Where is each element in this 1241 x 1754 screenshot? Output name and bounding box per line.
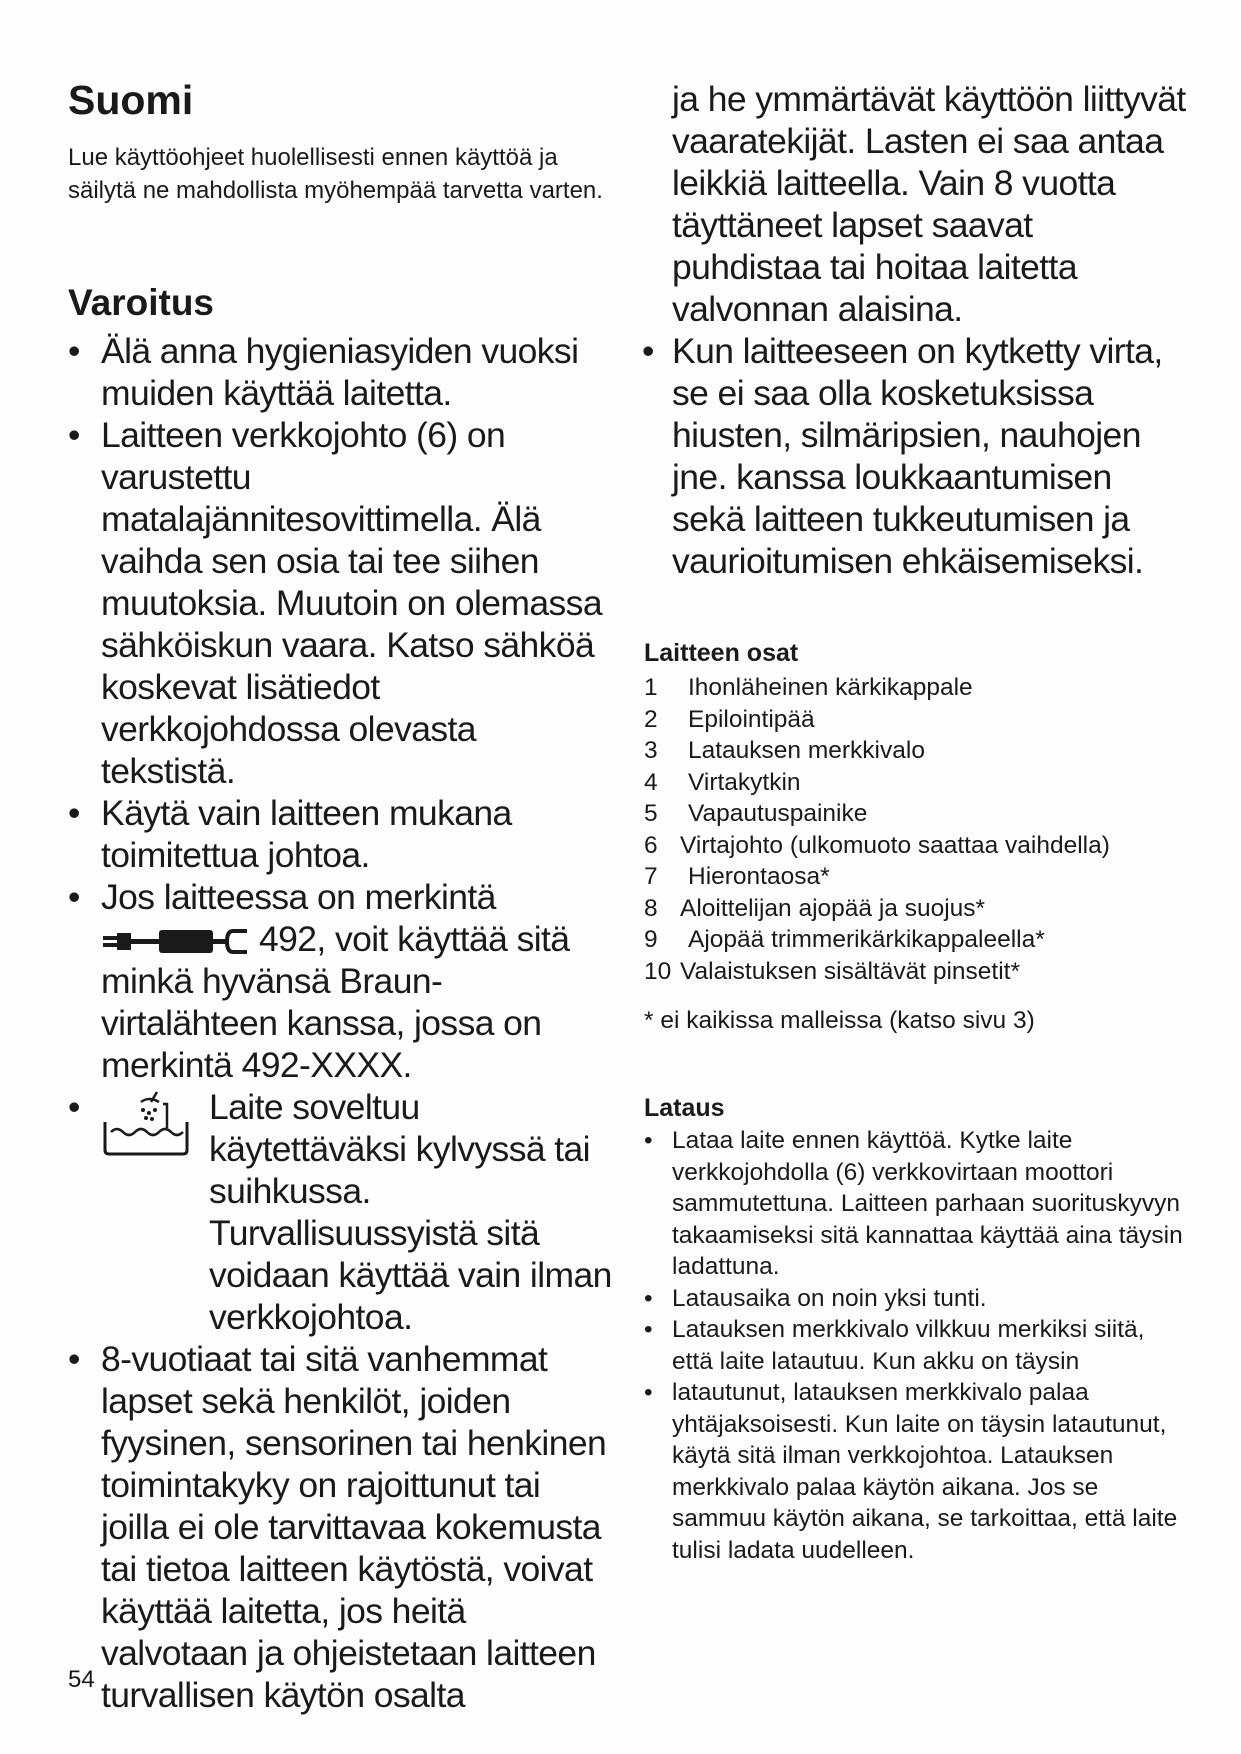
left-column <box>68 78 613 1716</box>
part-number: 10 <box>644 957 672 985</box>
parts-list-item <box>644 704 1189 736</box>
bath-warning <box>101 1086 613 1338</box>
part-label: Ihonläheinen kärkikappale <box>688 674 973 701</box>
warning-text: Käytä vain laitteen mukana toimitettua johtoa. <box>101 792 512 875</box>
parts-list-item <box>644 830 1189 862</box>
page-number: 54 <box>68 1666 95 1693</box>
section-title: Suomi <box>68 77 194 123</box>
charging-text: latautunut, latauksen merkkivalo palaa yhtäjaksoisesti. Kun laite on täysin latautunut, käytä sitä ilman verkkojohtoa. Latauksen merkkivalo palaa käytön aikana. Jos se sammuu käytön aikana, se tarkoittaa, että laite tulisi ladata uudelleen. <box>672 1379 1178 1564</box>
part-label: Hierontaosa* <box>688 863 830 890</box>
parts-list-item <box>644 798 1189 830</box>
part-label: Valaistuksen sisältävät pinsetit* <box>680 957 1020 985</box>
part-number: 6 <box>644 831 658 859</box>
warning-text: Kun laitteeseen on kytketty virta, se ei saa olla kosketuksissa hiusten, silmäripsien, nauhojen jne. kanssa loukkaantumisen sekä laitteen tukkeutumisen ja vaurioitumisen ehkäisemiseksi. <box>672 331 1163 581</box>
warning-item <box>68 792 613 876</box>
bullet-icon: • <box>68 792 80 833</box>
warning-list-continued <box>644 330 1189 582</box>
warning-item <box>68 414 613 792</box>
charging-text: Latauksen merkkivalo vilkkuu merkiksi siitä, että laite latautuu. Kun akku on täysin <box>672 1316 1145 1375</box>
bullet-icon: • <box>68 414 80 455</box>
right-column <box>644 78 1189 1566</box>
part-label: Virtajohto (ulkomuoto saattaa vaihdella) <box>680 831 1110 859</box>
bullet-icon: • <box>68 1086 80 1127</box>
bullet-icon: • <box>644 1379 653 1406</box>
parts-list-item <box>644 893 1189 925</box>
parts-list-item <box>644 861 1189 893</box>
part-number: 7 <box>644 863 658 890</box>
bath-shower-symbol-icon <box>101 1088 193 1158</box>
part-label: Vapautuspainike <box>688 800 868 827</box>
charging-item <box>644 1314 1189 1377</box>
bullet-icon: • <box>642 331 654 371</box>
part-number: 4 <box>644 768 658 796</box>
part-label: Ajopää trimmerikärkikappaleella* <box>688 926 1045 953</box>
warning-text: Laite soveltuu käytettäväksi kylvyssä tai suihkussa. Turvallisuussyistä sitä voidaan käyttää vain ilman verkkojohtoa. <box>209 1086 612 1337</box>
warning-heading: Varoitus <box>68 282 214 324</box>
bullet-icon: • <box>644 1316 653 1343</box>
part-label: Latauksen merkkivalo <box>688 737 925 764</box>
footnote: * ei kaikissa malleissa (katso sivu 3) <box>644 1007 1035 1034</box>
bullet-icon: • <box>68 330 80 371</box>
part-number: 8 <box>644 894 658 922</box>
part-number: 3 <box>644 737 658 764</box>
parts-list-item <box>644 735 1189 767</box>
warning-item <box>68 1338 613 1716</box>
parts-list-item <box>644 672 1189 704</box>
part-number: 2 <box>644 705 658 733</box>
part-number: 9 <box>644 926 658 953</box>
warning-list <box>68 330 613 1716</box>
warning-text: Jos laitteessa on merkintä <box>101 876 496 917</box>
parts-list-item <box>644 924 1189 956</box>
warning-text: Laitteen verkkojohto (6) on varustettu matalajännitesovittimella. Älä vaihda sen osia tai tee siihen muutoksia. Muutoin on olemassa sähköiskun vaara. Katso sähköä koskevat lisätiedot verkkojohdossa olevasta tekstistä. <box>101 414 602 791</box>
charging-list <box>644 1125 1189 1566</box>
part-label: Aloittelijan ajopää ja suojus* <box>680 894 986 922</box>
warning-text: 8-vuotiaat tai sitä vanhemmat lapset sekä henkilöt, joiden fyysinen, sensorinen tai henkinen toimintakyky on rajoittunut tai joilla ei ole tarvittavaa kokemusta tai tietoa laitteen käytöstä, voivat käyttää laitetta, jos heitä valvotaan ja ohjeistetaan laitteen turvallisen käytön osalta <box>101 1338 607 1715</box>
warning-continued-text: ja he ymmärtävät käyttöön liittyvät vaaratekijät. Lasten ei saa antaa leikkiä laitteella. Vain 8 vuotta täyttäneet lapset saavat puhdistaa tai hoitaa laitetta valvonnan alaisina. <box>672 79 1186 329</box>
parts-list-item <box>644 767 1189 799</box>
charging-heading: Lataus <box>644 1094 725 1122</box>
bullet-icon: • <box>644 1284 653 1312</box>
part-label: Epilointipää <box>688 705 815 733</box>
warning-item <box>68 876 613 1086</box>
part-number: 1 <box>644 674 658 701</box>
bullet-icon: • <box>68 876 80 917</box>
bullet-icon: • <box>68 1338 80 1379</box>
bullet-icon: • <box>644 1127 653 1154</box>
charging-text: Lataa laite ennen käyttöä. Kytke laite verkkojohdolla (6) verkkovirtaan moottori sammutettuna. Laitteen parhaan suorituskyvyn takaamiseksi sitä kannattaa käyttää aina täysin ladattuna. <box>672 1127 1183 1280</box>
warning-text: 492, voit käyttää sitä minkä hyvänsä Braun-virtalähteen kanssa, jossa on merkintä 492-XXXX. <box>101 918 570 1085</box>
charging-text: Latausaika on noin yksi tunti. <box>672 1284 987 1312</box>
charging-item <box>644 1125 1189 1283</box>
warning-item <box>644 330 1189 582</box>
parts-heading: Laitteen osat <box>644 639 799 667</box>
charging-item <box>644 1283 1189 1315</box>
parts-list-item <box>644 956 1189 988</box>
warning-text: Älä anna hygieniasyiden vuoksi muiden käyttää laitetta. <box>101 330 579 413</box>
warning-item <box>68 1086 613 1338</box>
charging-item <box>644 1377 1189 1566</box>
part-number: 5 <box>644 800 658 827</box>
power-plug-symbol-icon <box>101 925 251 957</box>
intro-text: Lue käyttöohjeet huolellisesti ennen käyttöä ja säilytä ne mahdollista myöhempää tarvetta varten. <box>68 144 603 205</box>
parts-list <box>644 672 1189 987</box>
part-label: Virtakytkin <box>688 768 801 796</box>
warning-item <box>68 330 613 414</box>
